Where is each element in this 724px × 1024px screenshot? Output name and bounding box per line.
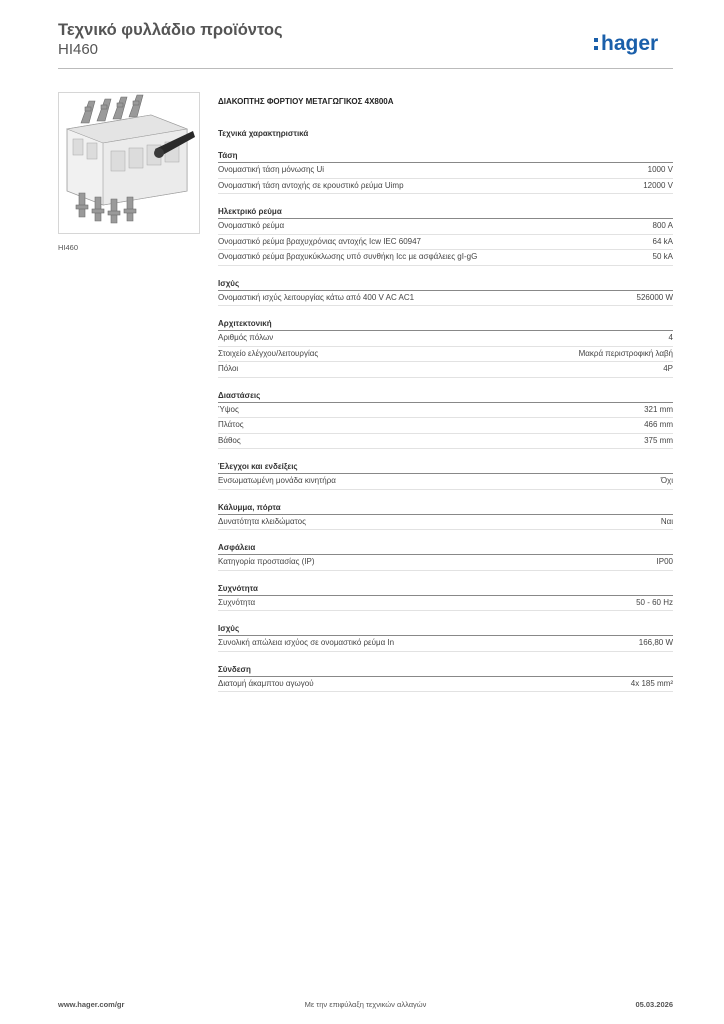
spec-row: [218, 515, 673, 531]
footer-website: www.hager.com/gr: [58, 1000, 125, 1009]
spec-label: Συχνότητα: [218, 597, 256, 607]
spec-groups: [218, 151, 673, 692]
page-footer: [58, 1000, 673, 1012]
footer-note: Με την επιφύλαξη τεχνικών αλλαγών: [304, 1000, 427, 1009]
page-header: [58, 20, 673, 59]
spec-value: 526000 W: [636, 292, 673, 302]
spec-label: Συνολική απώλεια ισχύος σε ονομαστικό ρεύμα In: [218, 638, 395, 647]
spec-group: [218, 543, 673, 571]
spec-group: [218, 151, 673, 194]
spec-value: 800 A: [652, 221, 673, 230]
spec-label: Στοιχείο ελέγχου/λειτουργίας: [218, 348, 319, 358]
spec-label: Ύψος: [218, 404, 239, 414]
product-name: ΔΙΑΚΟΠΤΗΣ ΦΟΡΤΙΟΥ ΜΕΤΑΓΩΓΙΚΟΣ 4X800A: [218, 97, 394, 106]
spec-value: Όχι: [660, 476, 673, 485]
spec-value: 4: [668, 333, 673, 342]
spec-group-title: Κάλυμμα, πόρτα: [218, 503, 673, 515]
spec-value: 375 mm: [644, 435, 673, 445]
spec-group-title: Αρχιτεκτονική: [218, 319, 673, 331]
spec-label: Ονομαστικό ρεύμα: [218, 221, 285, 230]
footer-date: 05.03.2026: [635, 1000, 673, 1009]
spec-label: Δυνατότητα κλειδώματος: [218, 516, 306, 526]
spec-row: [218, 474, 673, 490]
spec-group-title: Ισχύς: [218, 279, 673, 291]
spec-label: Ονομαστική τάση μόνωσης Ui: [218, 165, 325, 174]
spec-group-title: Σύνδεση: [218, 665, 673, 677]
spec-row: [218, 403, 673, 419]
section-heading: Τεχνικά χαρακτηριστικά: [218, 129, 309, 138]
spec-row: [218, 235, 673, 251]
spec-value: 466 mm: [644, 420, 673, 429]
spec-group: [218, 279, 673, 307]
product-code: HI460: [58, 41, 99, 58]
spec-group: [218, 665, 673, 693]
spec-row: [218, 250, 673, 266]
spec-group: [218, 391, 673, 450]
image-caption: HI460: [58, 243, 79, 252]
header-divider: [58, 68, 673, 69]
spec-group-title: Συχνότητα: [218, 584, 673, 596]
logo-dot-bottom: [594, 46, 598, 50]
spec-row: [218, 347, 673, 363]
spec-value: 166,80 W: [638, 638, 673, 647]
spec-value: 1000 V: [647, 165, 673, 174]
spec-value: 4x 185 mm²: [630, 678, 673, 688]
spec-label: Πόλοι: [218, 364, 239, 373]
spec-value: Μακρά περιστροφική λαβή: [578, 348, 673, 358]
spec-label: Διατομή άκαμπτου αγωγού: [218, 678, 314, 688]
spec-row: [218, 418, 673, 434]
spec-group: [218, 624, 673, 652]
spec-label: Πλάτος: [218, 420, 244, 429]
spec-value: 50 kA: [652, 252, 673, 261]
hager-logo: [593, 28, 673, 56]
spec-group: [218, 319, 673, 378]
spec-value: IP00: [656, 557, 673, 566]
document-title: Τεχνικό φυλλάδιο προϊόντος: [58, 21, 283, 39]
spec-group-title: Ηλεκτρικό ρεύμα: [218, 207, 673, 219]
spec-row: [218, 434, 673, 450]
spec-group: [218, 207, 673, 266]
logo-dot-top: [594, 38, 598, 42]
spec-row: [218, 362, 673, 378]
logo-wordmark: hager: [601, 32, 659, 55]
spec-label: Ονομαστικό ρεύμα βραχυχρόνιας αντοχής Icw IEC 60947: [218, 236, 421, 246]
spec-label: Ονομαστική ισχύς λειτουργίας κάτω από 400 V AC AC1: [218, 292, 415, 302]
spec-group-title: Ασφάλεια: [218, 543, 673, 555]
spec-row: [218, 555, 673, 571]
spec-label: Ονομαστικό ρεύμα βραχυκύκλωσης υπό συνθήκη Icc με ασφάλειες gI-gG: [218, 252, 478, 261]
spec-group-title: Έλεγχοι και ενδείξεις: [218, 462, 673, 474]
spec-row: [218, 331, 673, 347]
spec-row: [218, 179, 673, 195]
spec-group-title: Τάση: [218, 151, 673, 163]
spec-value: 4P: [663, 364, 673, 373]
spec-label: Βάθος: [218, 435, 241, 445]
spec-group-title: Διαστάσεις: [218, 391, 673, 403]
spec-row: [218, 596, 673, 612]
spec-row: [218, 636, 673, 652]
spec-group: [218, 503, 673, 531]
spec-row: [218, 291, 673, 307]
spec-value: Ναι: [660, 516, 673, 526]
spec-value: 64 kA: [652, 236, 673, 246]
spec-group-title: Ισχύς: [218, 624, 673, 636]
spec-label: Κατηγορία προστασίας (IP): [218, 557, 315, 566]
spec-label: Ονομαστική τάση αντοχής σε κρουστικό ρεύμα Uimp: [218, 180, 404, 190]
spec-row: [218, 677, 673, 693]
spec-label: Ενσωματωμένη μονάδα κινητήρα: [218, 476, 336, 485]
spec-row: [218, 219, 673, 235]
spec-group: [218, 462, 673, 490]
spec-value: 50 - 60 Hz: [636, 597, 673, 607]
spec-sheet: [218, 96, 673, 692]
switch-illustration: [59, 93, 199, 233]
spec-row: [218, 163, 673, 179]
product-image: [58, 92, 200, 234]
spec-group: [218, 584, 673, 612]
spec-label: Αριθμός πόλων: [218, 333, 274, 342]
spec-value: 12000 V: [643, 180, 673, 190]
spec-value: 321 mm: [644, 404, 673, 414]
